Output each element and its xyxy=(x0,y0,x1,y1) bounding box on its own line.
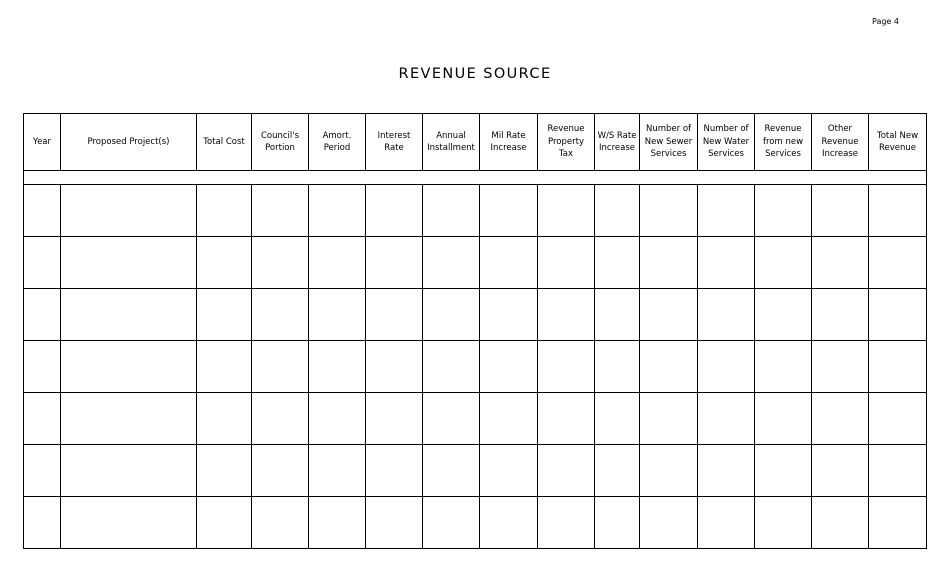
table-cell[interactable] xyxy=(423,341,480,393)
table-spacer-row xyxy=(24,171,927,185)
table-cell[interactable] xyxy=(197,341,252,393)
table-header-row xyxy=(24,114,927,171)
table-cell[interactable] xyxy=(640,341,698,393)
column-header-total-cost: Total Cost xyxy=(197,114,252,171)
table-cell[interactable] xyxy=(538,497,595,549)
table-cell[interactable] xyxy=(61,185,197,237)
table-cell[interactable] xyxy=(423,393,480,445)
table-cell[interactable] xyxy=(538,341,595,393)
table-cell[interactable] xyxy=(24,289,61,341)
table-cell[interactable] xyxy=(640,237,698,289)
table-cell[interactable] xyxy=(309,185,366,237)
table-cell[interactable] xyxy=(197,185,252,237)
table-cell[interactable] xyxy=(755,289,812,341)
table-cell[interactable] xyxy=(480,341,538,393)
table-row xyxy=(24,445,927,497)
column-header-proposed-projects: Proposed Project(s) xyxy=(61,114,197,171)
table-cell[interactable] xyxy=(869,497,927,549)
column-header-interest-rate: Interest Rate xyxy=(366,114,423,171)
table-cell[interactable] xyxy=(595,237,640,289)
table-cell[interactable] xyxy=(538,237,595,289)
table-cell[interactable] xyxy=(812,497,869,549)
column-header-year: Year xyxy=(24,114,61,171)
table-cell[interactable] xyxy=(366,185,423,237)
table-cell[interactable] xyxy=(197,497,252,549)
column-header-ws-rate-increase: W/S Rate Increase xyxy=(595,114,640,171)
table-cell[interactable] xyxy=(252,237,309,289)
column-header-revenue-property-tax: Revenue Property Tax xyxy=(538,114,595,171)
table-cell[interactable] xyxy=(595,185,640,237)
table-cell[interactable] xyxy=(755,341,812,393)
column-header-new-water-services: Number of New Water Services xyxy=(698,114,755,171)
table-row xyxy=(24,341,927,393)
table-cell[interactable] xyxy=(309,393,366,445)
table-cell[interactable] xyxy=(309,497,366,549)
column-header-revenue-from-new-services: Revenue from new Services xyxy=(755,114,812,171)
table-cell[interactable] xyxy=(538,445,595,497)
table-cell[interactable] xyxy=(61,497,197,549)
table-cell[interactable] xyxy=(480,185,538,237)
table-cell[interactable] xyxy=(423,445,480,497)
table-row xyxy=(24,237,927,289)
table-cell[interactable] xyxy=(869,185,927,237)
table-cell[interactable] xyxy=(252,445,309,497)
table-cell[interactable] xyxy=(480,237,538,289)
table-cell[interactable] xyxy=(61,289,197,341)
table-row xyxy=(24,393,927,445)
table-cell[interactable] xyxy=(366,497,423,549)
table-cell[interactable] xyxy=(480,289,538,341)
table-cell[interactable] xyxy=(423,185,480,237)
table-cell[interactable] xyxy=(423,289,480,341)
column-header-amort-period: Amort. Period xyxy=(309,114,366,171)
table-row xyxy=(24,497,927,549)
table-cell[interactable] xyxy=(61,237,197,289)
table-cell[interactable] xyxy=(755,393,812,445)
table-cell[interactable] xyxy=(61,393,197,445)
table-cell[interactable] xyxy=(812,341,869,393)
table-cell[interactable] xyxy=(869,445,927,497)
column-header-total-new-revenue: Total New Revenue xyxy=(869,114,927,171)
table-cell[interactable] xyxy=(24,445,61,497)
table-cell[interactable] xyxy=(197,237,252,289)
table-cell[interactable] xyxy=(698,341,755,393)
table-cell[interactable] xyxy=(61,445,197,497)
table-cell[interactable] xyxy=(698,445,755,497)
table-cell[interactable] xyxy=(869,341,927,393)
table-cell[interactable] xyxy=(640,445,698,497)
page-title: REVENUE SOURCE xyxy=(398,66,552,82)
table-cell[interactable] xyxy=(480,497,538,549)
table-cell[interactable] xyxy=(366,341,423,393)
table-cell[interactable] xyxy=(538,185,595,237)
table-cell[interactable] xyxy=(869,237,927,289)
table-cell[interactable] xyxy=(309,341,366,393)
table-cell[interactable] xyxy=(869,289,927,341)
table-cell[interactable] xyxy=(252,289,309,341)
table-row xyxy=(24,185,927,237)
table-cell[interactable] xyxy=(755,237,812,289)
table-cell[interactable] xyxy=(595,341,640,393)
table-cell[interactable] xyxy=(197,445,252,497)
table-cell[interactable] xyxy=(812,185,869,237)
table-cell[interactable] xyxy=(640,185,698,237)
table-cell[interactable] xyxy=(366,289,423,341)
table-cell[interactable] xyxy=(640,289,698,341)
table-cell[interactable] xyxy=(538,393,595,445)
table-row xyxy=(24,289,927,341)
table-cell[interactable] xyxy=(197,393,252,445)
table-cell[interactable] xyxy=(309,445,366,497)
table-cell[interactable] xyxy=(309,289,366,341)
table-cell[interactable] xyxy=(595,289,640,341)
column-header-other-revenue-increase: Other Revenue Increase xyxy=(812,114,869,171)
table-cell[interactable] xyxy=(812,237,869,289)
table-cell[interactable] xyxy=(61,341,197,393)
revenue-source-table xyxy=(23,113,927,549)
table-cell[interactable] xyxy=(812,393,869,445)
table-cell[interactable] xyxy=(640,393,698,445)
table-cell[interactable] xyxy=(698,289,755,341)
table-cell[interactable] xyxy=(252,341,309,393)
table-cell[interactable] xyxy=(698,237,755,289)
table-cell[interactable] xyxy=(812,289,869,341)
table-cell[interactable] xyxy=(640,497,698,549)
table-cell[interactable] xyxy=(869,393,927,445)
table-cell[interactable] xyxy=(755,445,812,497)
table-cell[interactable] xyxy=(197,289,252,341)
table-cell[interactable] xyxy=(755,185,812,237)
table-cell[interactable] xyxy=(595,497,640,549)
table-cell[interactable] xyxy=(698,185,755,237)
table-cell[interactable] xyxy=(252,497,309,549)
table-cell[interactable] xyxy=(698,497,755,549)
column-header-annual-installment: Annual Installment xyxy=(423,114,480,171)
table-cell[interactable] xyxy=(309,237,366,289)
column-header-councils-portion: Council's Portion xyxy=(252,114,309,171)
table-cell[interactable] xyxy=(423,497,480,549)
table-cell[interactable] xyxy=(24,341,61,393)
page-number: Page 4 xyxy=(872,17,899,26)
table-cell[interactable] xyxy=(252,393,309,445)
column-header-new-sewer-services: Number of New Sewer Services xyxy=(640,114,698,171)
table-cell[interactable] xyxy=(698,393,755,445)
table-cell[interactable] xyxy=(480,445,538,497)
table-cell[interactable] xyxy=(24,185,61,237)
table-cell[interactable] xyxy=(366,445,423,497)
table-cell[interactable] xyxy=(480,393,538,445)
table-cell[interactable] xyxy=(595,445,640,497)
table-cell[interactable] xyxy=(24,497,61,549)
table-cell[interactable] xyxy=(366,393,423,445)
table-cell[interactable] xyxy=(24,393,61,445)
table-spacer-cell xyxy=(24,171,927,185)
table-cell[interactable] xyxy=(366,237,423,289)
table-cell[interactable] xyxy=(538,289,595,341)
table-cell[interactable] xyxy=(755,497,812,549)
column-header-mil-rate-increase: Mil Rate Increase xyxy=(480,114,538,171)
table-cell[interactable] xyxy=(423,237,480,289)
table-cell[interactable] xyxy=(812,445,869,497)
table-cell[interactable] xyxy=(252,185,309,237)
table-cell[interactable] xyxy=(595,393,640,445)
table-cell[interactable] xyxy=(24,237,61,289)
